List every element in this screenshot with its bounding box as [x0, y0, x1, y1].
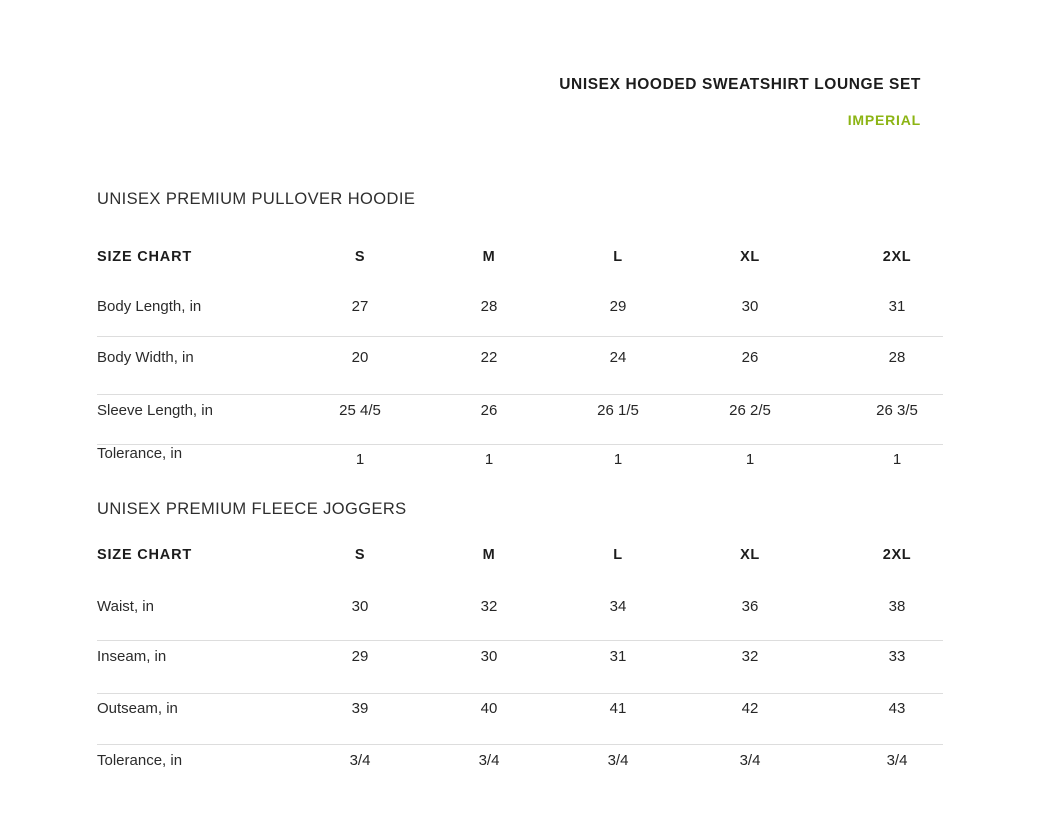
page-title: UNISEX HOODED SWEATSHIRT LOUNGE SET [559, 76, 921, 93]
size-value: 1 [355, 450, 365, 468]
row-label: Waist, in [97, 598, 154, 615]
size-value: 22 [480, 348, 498, 366]
size-value: 1 [484, 450, 494, 468]
size-value: 34 [609, 598, 627, 615]
size-value: 1 [892, 450, 902, 468]
row-label: Body Width, in [97, 348, 194, 366]
size-value: 3/4 [607, 751, 629, 769]
table-row-inseam [97, 640, 943, 693]
size-value: 29 [609, 298, 627, 315]
size-column-header-2xl: 2XL [882, 547, 912, 563]
size-value: 1 [745, 450, 755, 468]
size-value: 33 [888, 647, 906, 665]
size-value: 29 [351, 647, 369, 665]
size-column-header-xl: XL [740, 249, 760, 265]
size-column-header-xl: XL [740, 547, 760, 563]
size-value: 26 2/5 [729, 401, 771, 419]
section-heading-joggers: UNISEX PREMIUM FLEECE JOGGERS [97, 500, 407, 518]
row-label: Tolerance, in [97, 444, 183, 462]
size-value: 39 [351, 699, 369, 717]
table-row-outseam [97, 693, 943, 744]
row-label: Tolerance, in [97, 751, 183, 769]
size-chart-header-label: SIZE CHART [97, 547, 192, 563]
document-header [559, 77, 921, 127]
section-hoodie [97, 190, 943, 488]
size-value: 26 [480, 401, 498, 419]
table-row-body-length [97, 282, 943, 336]
size-value: 30 [351, 598, 369, 615]
size-column-header-2xl: 2XL [882, 249, 912, 265]
table-row-sleeve-length [97, 394, 943, 444]
size-value: 3/4 [478, 751, 500, 769]
size-value: 31 [609, 647, 627, 665]
size-value: 28 [480, 298, 498, 315]
table-row-body-width [97, 336, 943, 394]
size-value: 3/4 [886, 751, 908, 769]
size-value: 25 4/5 [339, 401, 381, 419]
size-column-header-s: S [354, 249, 366, 265]
units-label: IMPERIAL [847, 112, 921, 128]
size-value: 42 [741, 699, 759, 717]
size-value: 26 3/5 [876, 401, 918, 419]
size-column-header-l: L [613, 249, 623, 265]
size-value: 40 [480, 699, 498, 717]
size-value: 26 [741, 348, 759, 366]
size-value: 32 [741, 647, 759, 665]
size-value: 26 1/5 [597, 401, 639, 419]
size-column-header-m: M [482, 547, 496, 563]
table-row-tolerance [97, 444, 943, 488]
size-value: 1 [613, 450, 623, 468]
section-heading-hoodie: UNISEX PREMIUM PULLOVER HOODIE [97, 190, 416, 208]
size-chart-header-label: SIZE CHART [97, 249, 192, 265]
size-value: 24 [609, 348, 627, 366]
size-value: 28 [888, 348, 906, 366]
size-value: 38 [888, 598, 906, 615]
size-column-header-m: M [482, 249, 496, 265]
size-value: 41 [609, 699, 627, 717]
size-value: 3/4 [349, 751, 371, 769]
size-value: 27 [351, 298, 369, 315]
size-value: 32 [480, 598, 498, 615]
size-value: 43 [888, 699, 906, 717]
size-value: 20 [351, 348, 369, 366]
table-header-row [97, 232, 943, 282]
row-label: Outseam, in [97, 699, 178, 717]
size-value: 3/4 [739, 751, 761, 769]
table-row-tolerance [97, 744, 943, 789]
size-value: 30 [480, 647, 498, 665]
size-column-header-l: L [613, 547, 623, 563]
size-column-header-s: S [354, 547, 366, 563]
size-value: 36 [741, 598, 759, 615]
row-label: Sleeve Length, in [97, 401, 213, 419]
size-value: 31 [888, 298, 906, 315]
joggers-size-chart-table [97, 530, 943, 789]
hoodie-size-chart-table [97, 232, 943, 488]
row-label: Inseam, in [97, 647, 167, 665]
section-joggers [97, 500, 943, 789]
size-value: 30 [741, 298, 759, 315]
table-header-row [97, 530, 943, 580]
row-label: Body Length, in [97, 298, 202, 315]
table-row-waist [97, 580, 943, 640]
